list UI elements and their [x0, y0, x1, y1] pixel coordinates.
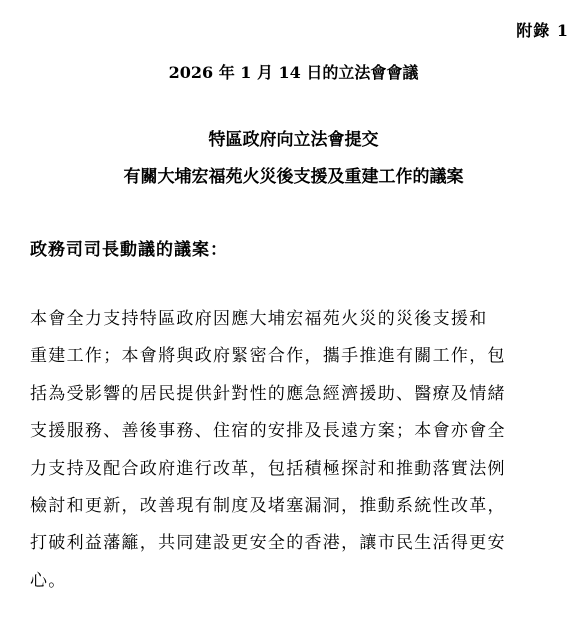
motion-body-line: 打破利益藩籬，共同建設更安全的香港，讓市民生活得更安	[30, 533, 506, 554]
motion-heading: 政務司司長動議的議案：	[30, 240, 228, 260]
motion-body-line: 檢討和更新，改善現有制度及堵塞漏洞，推動系統性改革，	[30, 495, 506, 516]
title-line: 有關大埔宏福苑火災後支援及重建工作的議案	[123, 167, 464, 187]
motion-body-line: 本會全力支持特區政府因應大埔宏福苑火災的災後支援和	[30, 309, 488, 329]
motion-body-line: 力支持及配合政府進行改革，包括積極探討和推動落實法例	[30, 458, 506, 479]
motion-body-line: 括為受影響的居民提供針對性的應急經濟援助、醫療及情緒	[30, 383, 506, 404]
motion-body-line: 重建工作；本會將與政府緊密合作，攜手推進有關工作，包	[30, 346, 506, 367]
meeting-date-line: 2026 年 1 月 14 日的立法會會議	[168, 63, 419, 82]
annex-label: 附錄 1	[516, 21, 569, 40]
motion-body-line: 心。	[30, 570, 67, 591]
motion-body-line: 支援服務、善後事務、住宿的安排及長遠方案；本會亦會全	[30, 421, 506, 442]
title-line: 特區政府向立法會提交	[208, 130, 379, 150]
motion-body	[30, 307, 530, 606]
document-title	[0, 128, 587, 202]
